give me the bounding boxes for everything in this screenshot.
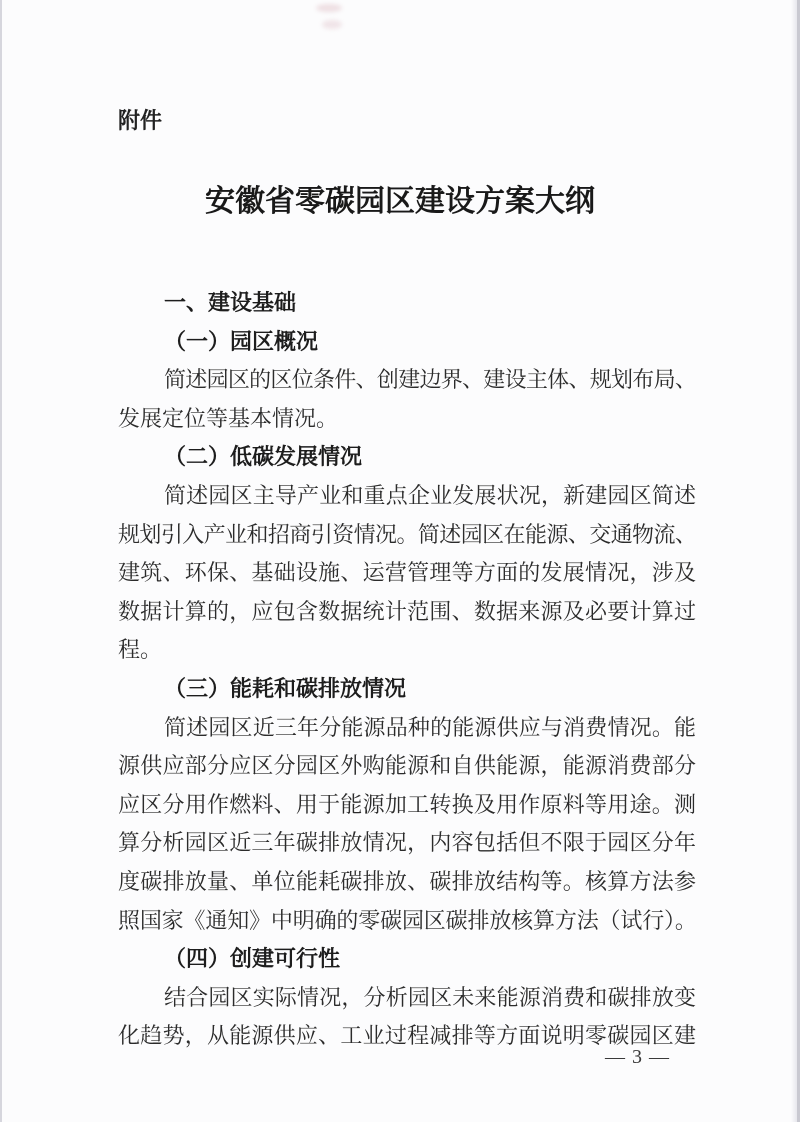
document-line: 化趋势，从能源供应、工业过程减排等方面说明零碳园区建: [118, 1023, 696, 1049]
scan-artifact: [322, 20, 342, 29]
scan-artifact: [316, 4, 342, 12]
document-line: 简述园区近三年分能源品种的能源供应与消费情况。能: [164, 714, 696, 740]
document-line: 一、建设基础: [164, 290, 297, 315]
document-line: 建筑、环保、基础设施、运营管理等方面的发展情况，涉及: [118, 560, 696, 586]
document-line: （四）创建可行性: [164, 946, 341, 972]
document-line: 度碳排放量、单位能耗碳排放、碳排放结构等。核算方法参: [118, 868, 696, 894]
document-line: 应区分用作燃料、用于能源加工转换及用作原料等用途。测: [118, 791, 696, 817]
attachment-label: 附件: [118, 108, 163, 133]
document-line: （二）低碳发展情况: [164, 444, 363, 470]
document-line: 数据计算的，应包含数据统计范围、数据来源及必要计算过: [118, 598, 696, 624]
document-line: 简述园区主导产业和重点企业发展状况，新建园区简述: [164, 482, 696, 508]
document-line: 发展定位等基本情况。: [118, 405, 339, 431]
page-number: — 3 —: [605, 1046, 670, 1068]
document-line: 照国家《通知》中明确的零碳园区碳排放核算方法（试行）。: [118, 907, 696, 933]
document-line: 源供应部分应区分园区外购能源和自供能源，能源消费部分: [118, 753, 696, 779]
document-line: （一）园区概况: [164, 328, 319, 354]
document-line: 结合园区实际情况，分析园区未来能源消费和碳排放变: [164, 984, 696, 1010]
document-line: 简述园区的区位条件、创建边界、建设主体、规划布局、: [164, 367, 696, 393]
document-line: （三）能耗和碳排放情况: [164, 675, 407, 701]
document-line: 算分析园区近三年碳排放情况，内容包括但不限于园区分年: [118, 830, 696, 856]
scan-edge-left: [0, 0, 2, 1122]
document-line: 程。: [118, 637, 163, 663]
document-title: 安徽省零碳园区建设方案大纲: [205, 185, 595, 218]
document-line: 规划引入产业和招商引资情况。简述园区在能源、交通物流、: [118, 521, 696, 547]
document-body: [118, 284, 696, 1056]
